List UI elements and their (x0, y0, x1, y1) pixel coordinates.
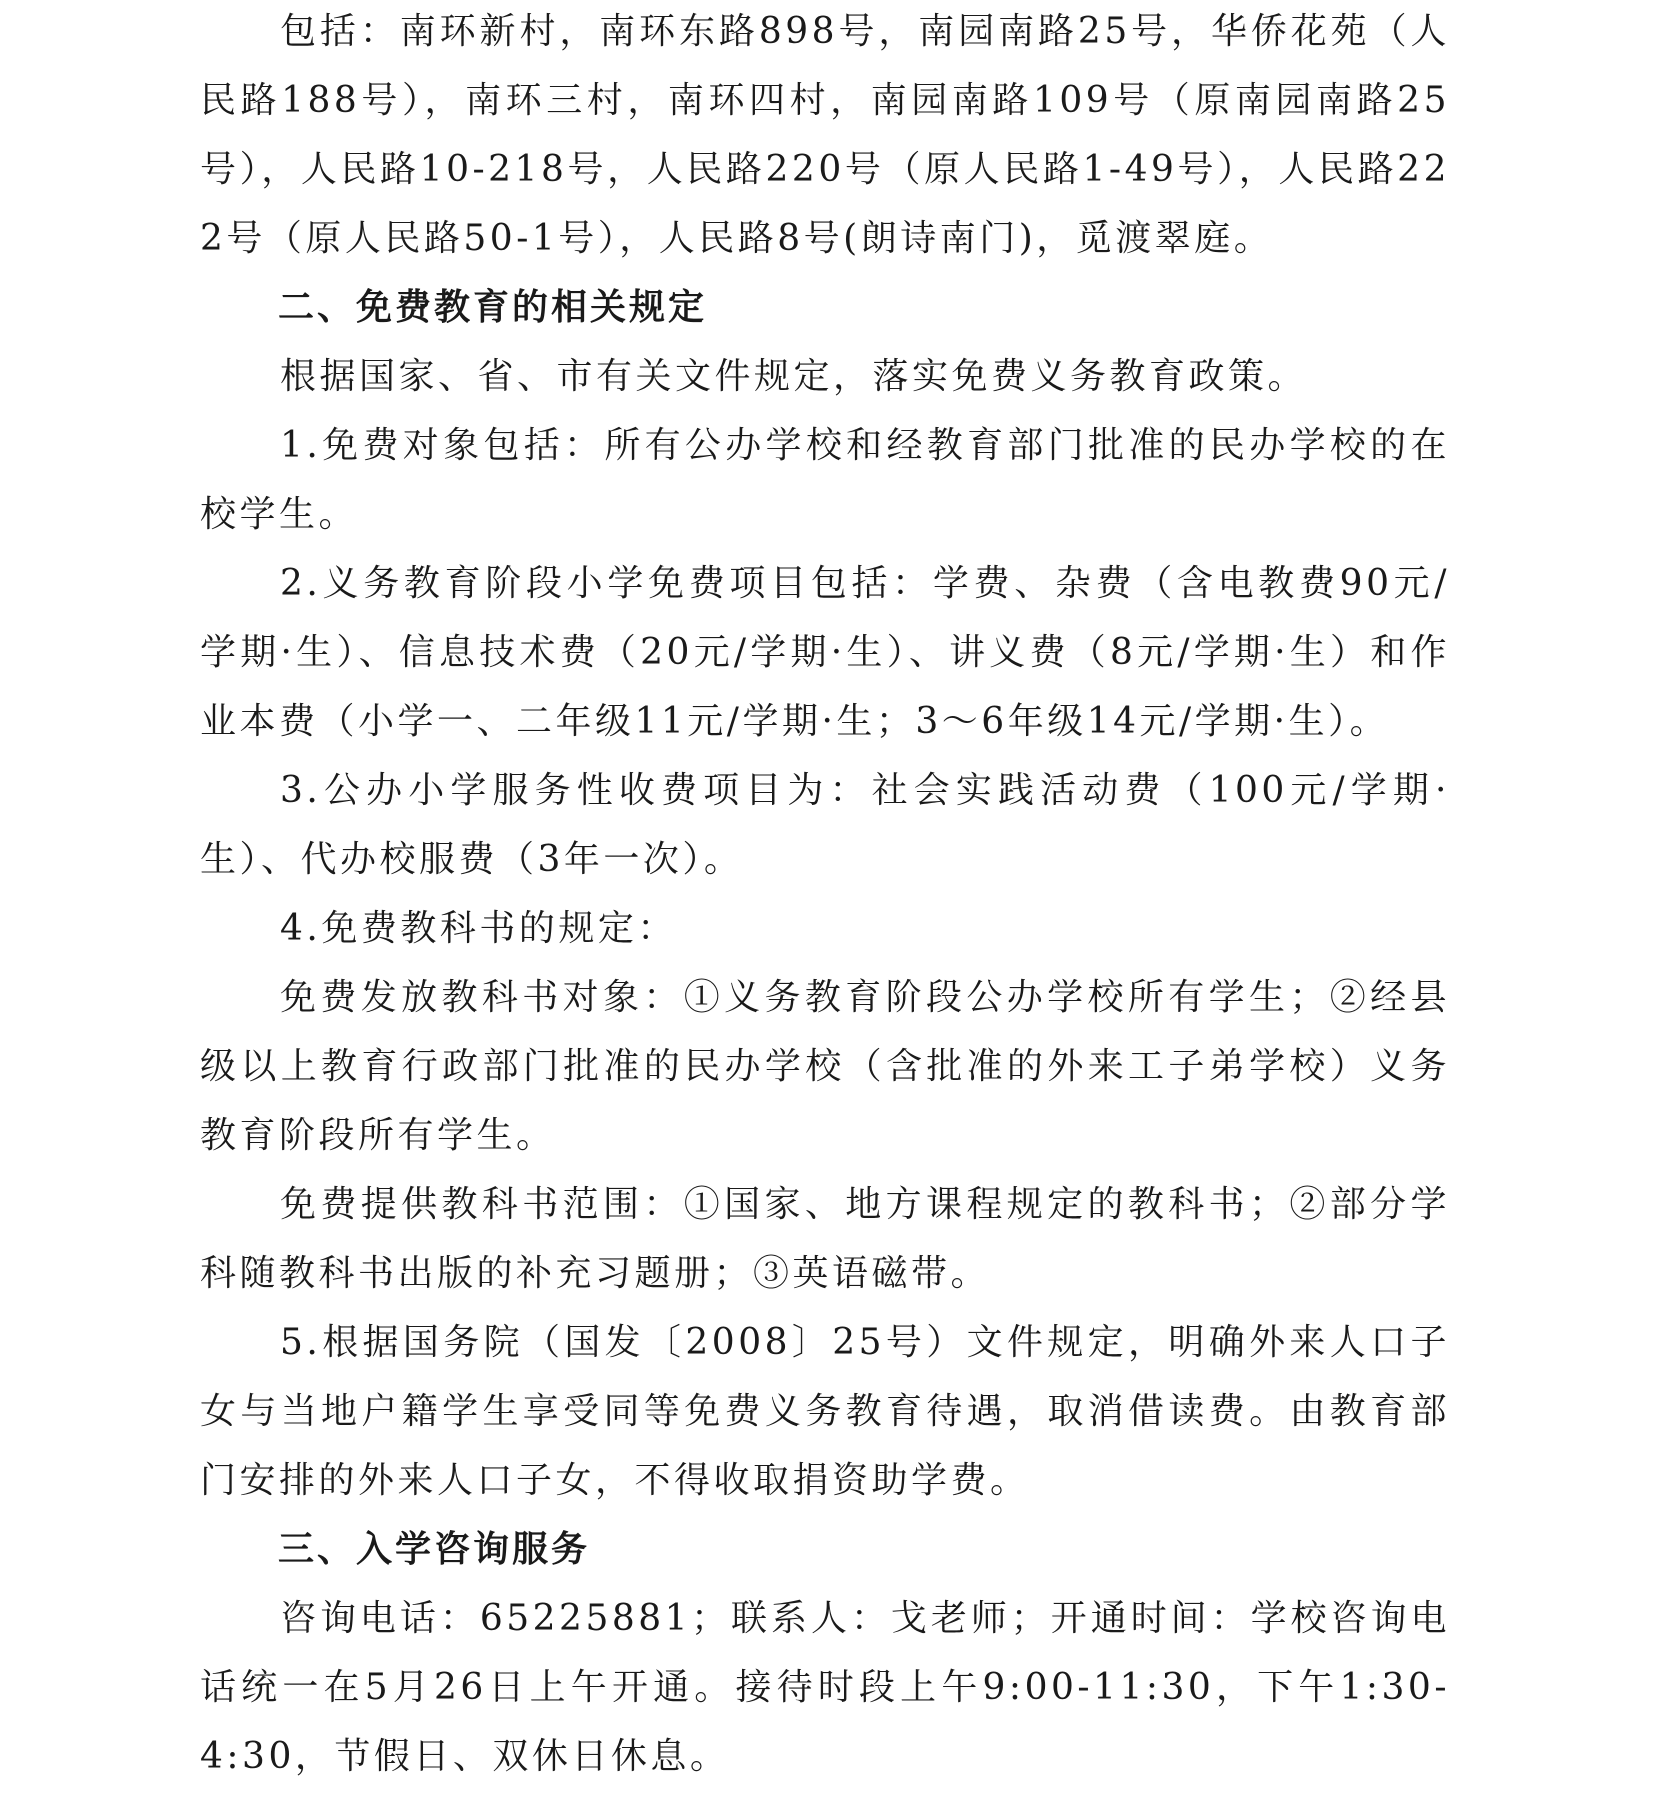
textbook-scope-paragraph: 免费提供教科书范围：①国家、地方课程规定的教科书；②部分学科随教科书出版的补充习题册；③英语磁带。 (200, 1184, 1450, 1294)
intro-paragraph: 根据国家、省、市有关文件规定，落实免费义务教育政策。 (280, 356, 1308, 397)
document-page (200, 0, 1450, 1791)
textbook-recipients-paragraph: 免费发放教科书对象：①义务教育阶段公办学校所有学生；②经县级以上教育行政部门批准的民办学校（含批准的外来工子弟学校）义务教育阶段所有学生。 (200, 977, 1450, 1156)
item-1-paragraph: 1.免费对象包括：所有公办学校和经教育部门批准的民办学校的在校学生。 (200, 425, 1450, 535)
section-heading-consultation: 三、入学咨询服务 (278, 1529, 591, 1570)
contact-paragraph: 咨询电话：65225881；联系人：戈老师；开通时间：学校咨询电话统一在5月26日上午开通。接待时段上午9:00-11:30，下午1:30-4:30，节假日、双休日休息。 (200, 1598, 1450, 1777)
addresses-paragraph: 包括：南环新村，南环东路898号，南园南路25号，华侨花苑（人民路188号），南环三村，南环四村，南园南路109号（原南园南路25号），人民路10-218号，人民路220号（原人民路1-49号），人民路222号（原人民路50-1号），人民路8号(朗诗南门)，觅渡翠庭。 (200, 11, 1450, 259)
item-5-paragraph: 5.根据国务院（国发〔2008〕25号）文件规定，明确外来人口子女与当地户籍学生享受同等免费义务教育待遇，取消借读费。由教育部门安排的外来人口子女，不得收取捐资助学费。 (200, 1322, 1450, 1501)
item-4-paragraph: 4.免费教科书的规定： (280, 908, 677, 949)
section-heading-free-education: 二、免费教育的相关规定 (278, 287, 708, 328)
item-2-paragraph: 2.义务教育阶段小学免费项目包括：学费、杂费（含电教费90元/学期·生）、信息技术费（20元/学期·生）、讲义费（8元/学期·生）和作业本费（小学一、二年级11元/学期·生；3～6年级14元/学期·生）。 (200, 563, 1450, 742)
item-3-paragraph: 3.公办小学服务性收费项目为：社会实践活动费（100元/学期·生）、代办校服费（3年一次）。 (200, 770, 1450, 880)
